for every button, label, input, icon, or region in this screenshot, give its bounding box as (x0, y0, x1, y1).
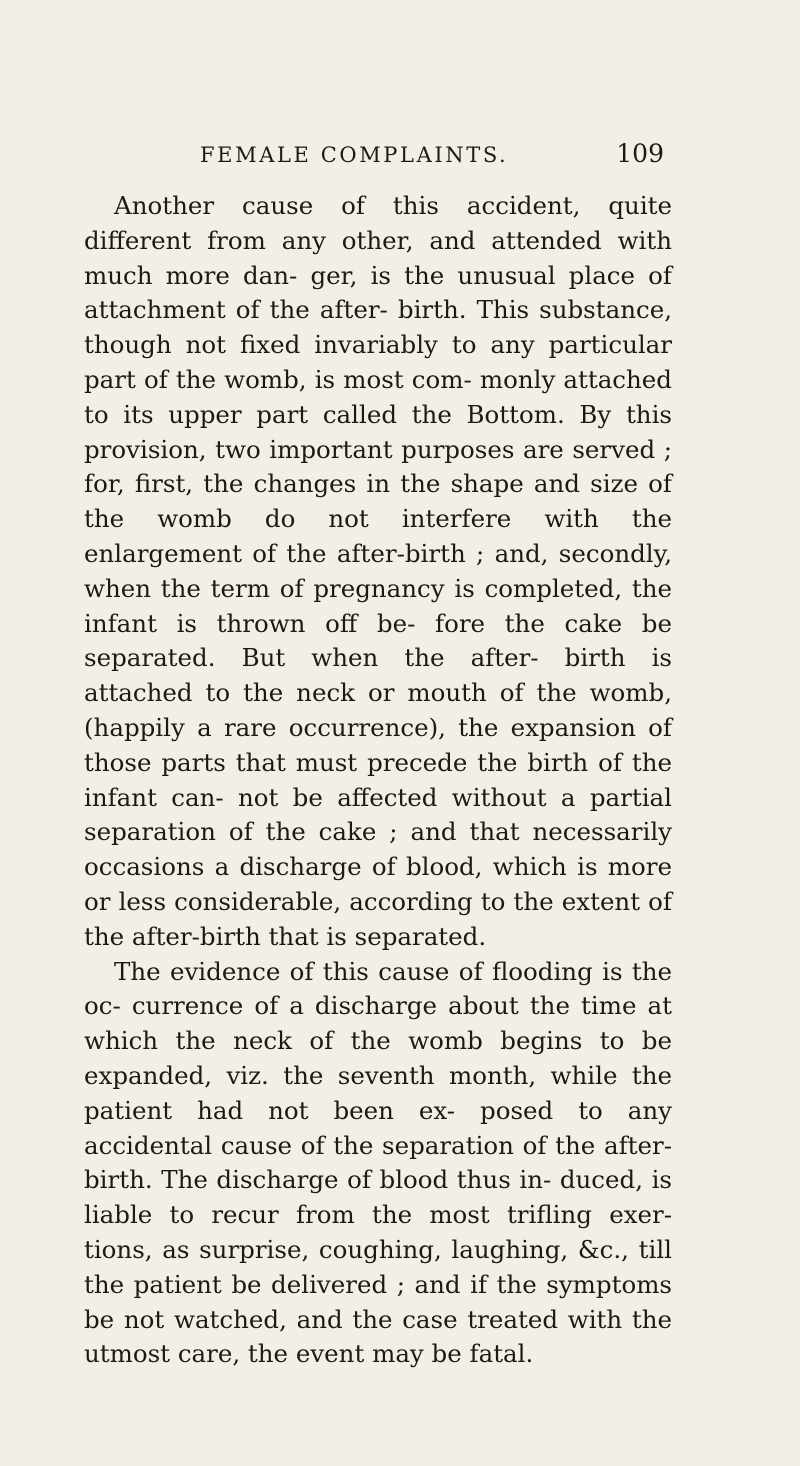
body-text (84, 189, 672, 1372)
paragraph-2: The evidence of this cause of flooding is the oc- currence of a discharge about the time at which the neck of the womb begins to be expanded, viz. the seventh month, while the patient had not been ex- posed to any accidental cause of the separation of the after-birth. The discharge of blood thus in- duced, is liable to recur from the most trifling exer- tions, as surprise, coughing, laughing, &c., till the patient be delivered ; and if the symptoms be not watched, and the case treated with the utmost care, the event may be fatal. (84, 956, 672, 1369)
chapter-title: FEMALE COMPLAINTS. (200, 143, 509, 167)
page-number: 109 (616, 139, 664, 168)
running-head (200, 140, 664, 170)
paragraph-1: Another cause of this accident, quite different from any other, and attended with much more dan- ger, is the unusual place of attachment of the after- birth. This substance, though not fixed invariably to any particular part of the womb, is most com- monly attached to its upper part called the Bottom. By this provision, two important purposes are served ; for, first, the changes in the shape and size of the womb do not interfere with the enlargement of the after-birth ; and, secondly, when the term of pregnancy is completed, the infant is thrown off be- fore the cake be separated. But when the after- birth is attached to the neck or mouth of the womb, (happily a rare occurrence), the expansion of those parts that must precede the birth of the infant can- not be affected without a partial separation of the cake ; and that necessarily occasions a discharge of blood, which is more or less considerable, according to the extent of the after-birth that is separated. (84, 191, 672, 951)
